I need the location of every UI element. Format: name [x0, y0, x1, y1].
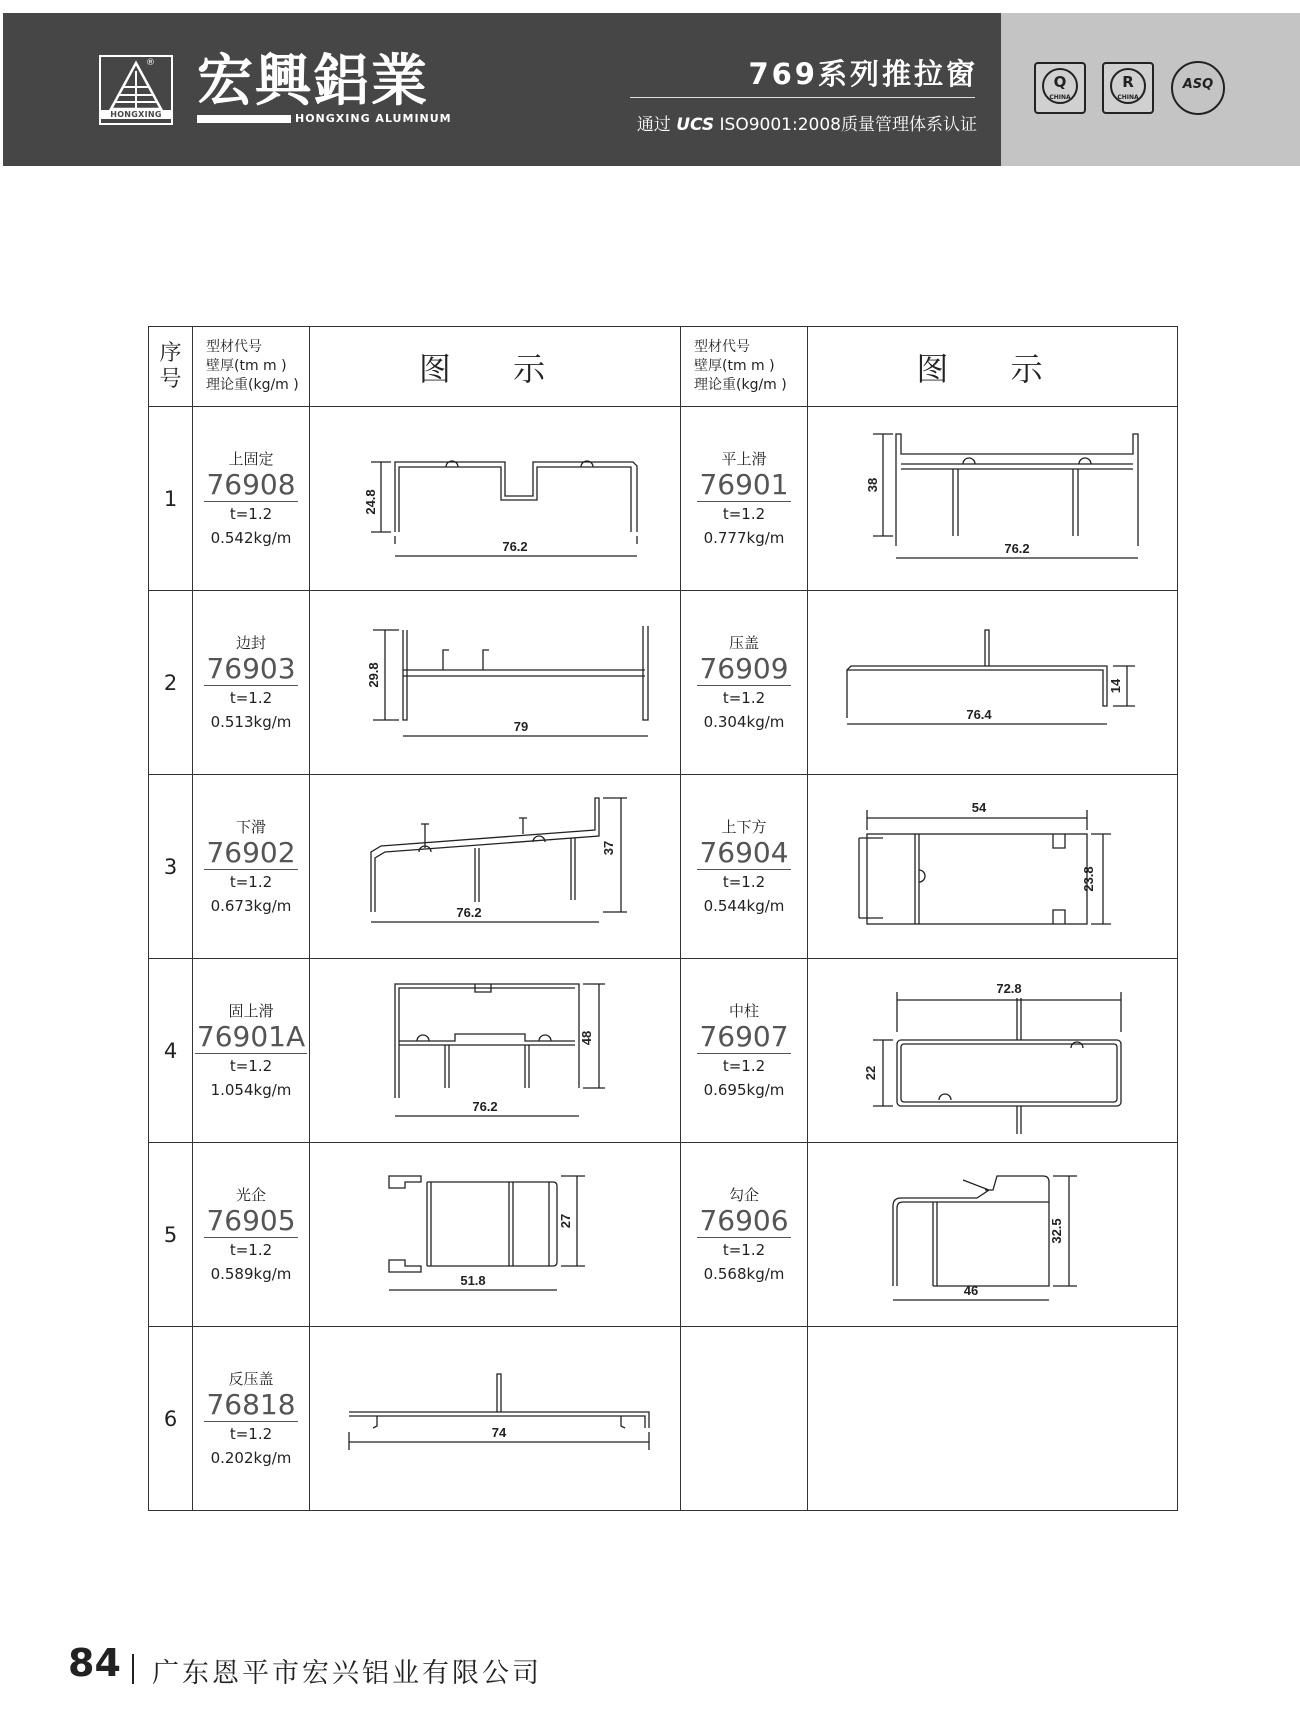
profile-code: 76909: [699, 651, 789, 685]
profile-code: 76903: [206, 651, 296, 685]
dim-height: 38: [864, 477, 880, 492]
dim-height: 29.8: [366, 661, 381, 688]
profile-drawing: [310, 775, 681, 959]
profile-76902-drawing: [315, 782, 675, 952]
brand-name-cn: 宏興鋁業: [197, 49, 429, 114]
quality-badge-q: [1034, 62, 1086, 114]
profile-weight: 1.054kg/m: [210, 1080, 292, 1099]
dim-width: 46: [963, 1282, 978, 1298]
cert-prefix: 通过: [636, 115, 671, 135]
profile-drawing: [808, 407, 1178, 591]
profile-code: 76905: [206, 1203, 296, 1237]
profile-code: 76906: [699, 1203, 789, 1237]
profile-drawing: [808, 591, 1178, 775]
profile-weight: 0.589kg/m: [210, 1264, 292, 1283]
profile-drawing: [310, 1327, 681, 1511]
profile-name: 上固定: [228, 449, 274, 468]
certification-text: [637, 110, 977, 135]
profile-name: 光企: [235, 1185, 266, 1204]
dim-width: 76.2: [472, 1098, 498, 1114]
registered-mark: ®: [146, 58, 155, 68]
profile-info: [193, 407, 310, 591]
row-seq: 1: [149, 407, 193, 591]
profile-thickness: t=1.2: [722, 872, 766, 891]
profile-info: [193, 1143, 310, 1327]
profile-weight: 0.777kg/m: [703, 528, 785, 547]
dim-width: 54: [971, 799, 986, 815]
profile-code: 76901A: [196, 1019, 306, 1053]
profile-weight: 0.513kg/m: [210, 712, 292, 731]
dim-width: 76.2: [1003, 540, 1030, 556]
r-badge-sub: CHINA: [1117, 94, 1139, 101]
row-seq: 5: [149, 1143, 193, 1327]
profile-drawing: [310, 591, 681, 775]
profile-info: [193, 775, 310, 959]
profile-code: 76818: [206, 1387, 296, 1421]
profile-76907-drawing: [813, 966, 1173, 1136]
table-row: [149, 775, 1178, 959]
profile-code: 76907: [699, 1019, 789, 1053]
table-row: [149, 959, 1178, 1143]
profile-weight: 0.695kg/m: [703, 1080, 785, 1099]
dim-height: 48: [579, 1030, 594, 1045]
brand-underline: [197, 115, 291, 123]
profile-code: 76908: [206, 467, 296, 501]
profile-thickness: t=1.2: [722, 1056, 766, 1075]
profile-name: 反压盖: [228, 1369, 274, 1388]
header-label-line: 壁厚(tm m ): [694, 358, 775, 374]
profile-weight: 0.202kg/m: [210, 1448, 292, 1467]
ucs-logo: UCS: [676, 115, 715, 135]
series-title: 769系列推拉窗: [748, 57, 978, 91]
profile-code: 76902: [206, 835, 296, 869]
dim-height: 24.8: [363, 488, 378, 515]
table-header-row: [149, 327, 1178, 407]
profile-name: 勾企: [728, 1185, 759, 1204]
profile-code: 76901: [699, 467, 789, 501]
dim-height: 14: [1107, 678, 1123, 693]
empty-drawing-cell: [808, 1327, 1178, 1511]
profile-drawing: [808, 775, 1178, 959]
profile-drawing: [808, 1143, 1178, 1327]
dim-width: 74: [491, 1424, 507, 1440]
profile-thickness: t=1.2: [722, 504, 766, 523]
header-label-line: 壁厚(tm m ): [206, 358, 287, 374]
header-label-right: [681, 327, 808, 407]
profile-weight: 0.544kg/m: [703, 896, 785, 915]
profile-76901A-drawing: [315, 966, 675, 1136]
profile-thickness: t=1.2: [722, 688, 766, 707]
profile-drawing: [310, 407, 681, 591]
table-row: [149, 1327, 1178, 1511]
dim-height: 23.8: [1080, 865, 1096, 892]
profile-name: 下滑: [235, 817, 266, 836]
profile-name: 固上滑: [228, 1001, 274, 1020]
dim-width: 72.8: [995, 980, 1022, 996]
profile-info: [193, 1327, 310, 1511]
profile-76818-drawing: [315, 1334, 675, 1504]
brand-name-en: HONGXING ALUMINUM: [295, 112, 452, 125]
profile-weight: 0.542kg/m: [210, 528, 292, 547]
profile-thickness: t=1.2: [229, 1240, 273, 1259]
profile-weight: 0.673kg/m: [210, 896, 292, 915]
asq-globe-icon: [1171, 61, 1225, 115]
profile-76901-drawing: [813, 414, 1173, 584]
profile-76906-drawing: [813, 1150, 1173, 1320]
quality-badge-r: [1102, 62, 1154, 114]
profile-name: 平上滑: [721, 449, 767, 468]
profile-thickness: t=1.2: [722, 1240, 766, 1259]
profile-thickness: t=1.2: [229, 872, 273, 891]
profile-drawing: [808, 959, 1178, 1143]
table-row: [149, 591, 1178, 775]
profile-name: 上下方: [721, 817, 767, 836]
profile-76909-drawing: [813, 598, 1173, 768]
row-seq: 6: [149, 1327, 193, 1511]
profile-thickness: t=1.2: [229, 688, 273, 707]
dim-width: 51.8: [460, 1272, 486, 1288]
profile-info: [193, 591, 310, 775]
profile-drawing: [310, 1143, 681, 1327]
footer-divider: [132, 1654, 134, 1684]
dim-height: 27: [558, 1213, 573, 1228]
footer-company: 广东恩平市宏兴铝业有限公司: [152, 1658, 542, 1689]
header-figure-right: 图 示: [808, 327, 1178, 407]
header-label-line: 型材代号: [694, 339, 750, 355]
profile-76908-drawing: [315, 414, 675, 584]
profile-info: [681, 591, 808, 775]
header-label-line: 型材代号: [206, 339, 262, 355]
page-number: 84: [68, 1641, 121, 1685]
q-badge-sub: CHINA: [1049, 94, 1071, 101]
r-badge-letter: R: [1110, 68, 1146, 104]
profile-76905-drawing: [315, 1150, 675, 1320]
row-seq: 4: [149, 959, 193, 1143]
profile-name: 边封: [235, 633, 266, 652]
profile-code: 76904: [699, 835, 789, 869]
profile-info: [681, 1143, 808, 1327]
series-divider: [630, 97, 975, 98]
row-seq: 2: [149, 591, 193, 775]
dim-height: 22: [862, 1065, 878, 1080]
table-row: [149, 1143, 1178, 1327]
profile-info: [193, 959, 310, 1143]
profile-drawing: [310, 959, 681, 1143]
dim-height: 37: [601, 840, 616, 855]
header-label-line: 理论重(kg/m ): [206, 377, 299, 393]
header-figure-left: 图 示: [310, 327, 681, 407]
header-seq-text: 序号: [159, 340, 182, 392]
dim-width: 76.2: [502, 538, 528, 554]
profile-weight: 0.568kg/m: [703, 1264, 785, 1283]
profile-thickness: t=1.2: [229, 1424, 273, 1443]
header-seq: [149, 327, 193, 407]
dim-height: 32.5: [1048, 1217, 1064, 1244]
dim-width: 76.4: [965, 706, 992, 722]
profile-thickness: t=1.2: [229, 504, 273, 523]
profile-weight: 0.304kg/m: [703, 712, 785, 731]
profile-info: [681, 959, 808, 1143]
profile-name: 压盖: [728, 633, 759, 652]
page-header: [0, 0, 1300, 167]
q-badge-letter: Q: [1042, 68, 1078, 104]
table-row: [149, 407, 1178, 591]
profile-spec-table: [148, 326, 1178, 1511]
profile-info: [681, 407, 808, 591]
profile-76904-drawing: [813, 782, 1173, 952]
row-seq: 3: [149, 775, 193, 959]
header-label-left: [193, 327, 310, 407]
dim-width: 79: [513, 718, 529, 734]
globe-label: ASQ: [1182, 77, 1214, 92]
cert-suffix: ISO9001:2008质量管理体系认证: [719, 115, 977, 135]
profile-name: 中柱: [728, 1001, 759, 1020]
profile-thickness: t=1.2: [229, 1056, 273, 1075]
profile-76903-drawing: [315, 598, 675, 768]
header-label-line: 理论重(kg/m ): [694, 377, 787, 393]
empty-info-cell: [681, 1327, 808, 1511]
dim-width: 76.2: [456, 904, 482, 920]
profile-info: [681, 775, 808, 959]
logo-text: HONGXING: [101, 110, 171, 119]
